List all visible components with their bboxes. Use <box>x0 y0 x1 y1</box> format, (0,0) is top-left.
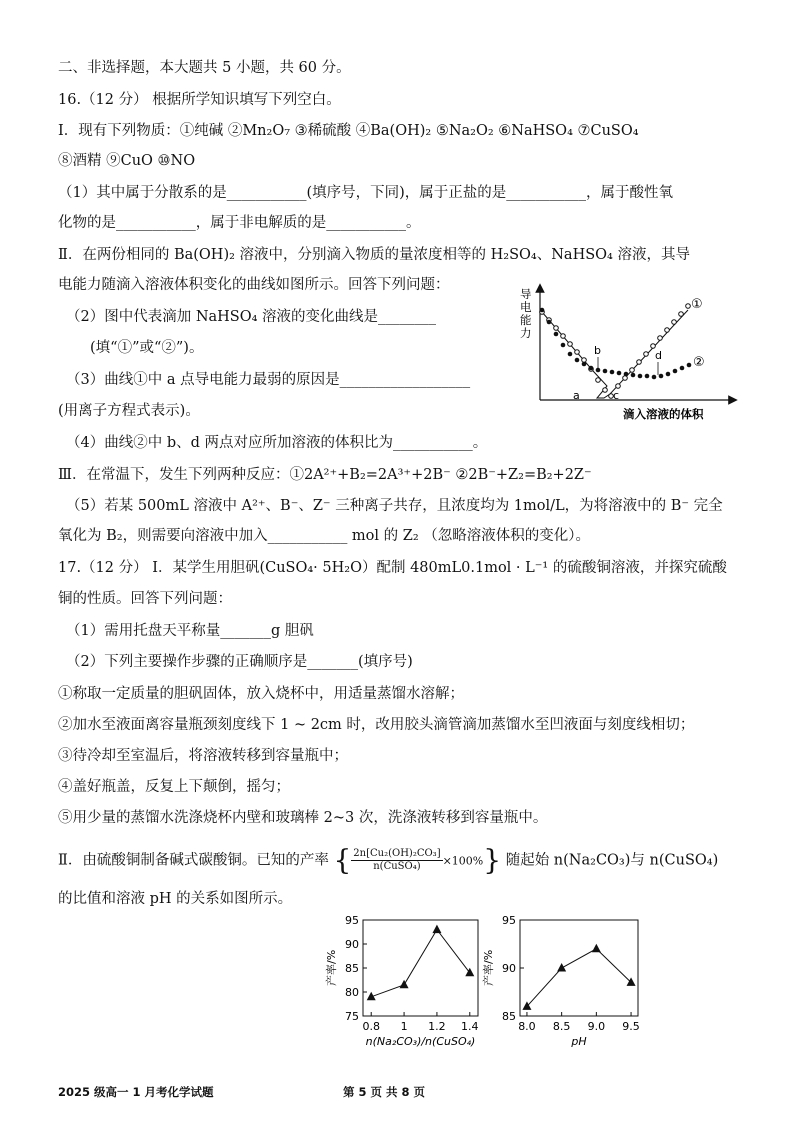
data-point <box>400 980 409 989</box>
q17-section2-text-a: Ⅱ．由硫酸铜制备碱式碳酸铜。已知的产率 <box>58 852 329 869</box>
substance-list: Ⅰ．现有下列物质：①纯碱 ②Mn₂O₇ ③稀硫酸 ④Ba(OH)₂ ⑤Na₂O₂ ⑥NaHSO₄ ⑦CuSO₄ <box>58 123 639 139</box>
q16-section2-intro: Ⅱ．在两份相同的 Ba(OH)₂ 溶液中，分别滴入物质的量浓度相等的 H₂SO₄、NaHSO₄ 溶液，其导 <box>58 247 690 263</box>
fraction-denominator: n(CuSO₄) <box>373 861 421 872</box>
q16-part2: （2）图中代表滴加 NaHSO₄ 溶液的变化曲线是________ <box>66 309 437 325</box>
point-b-label: b <box>594 344 601 357</box>
q16-part5-cont: 氧化为 B₂，则需要向溶液中加入___________ mol 的 Z₂ （忽略溶液体积的变化）。 <box>58 528 591 544</box>
point-c-label: c <box>613 389 620 402</box>
data-point <box>557 963 566 972</box>
y-tick-label: 95 <box>502 914 516 927</box>
q16-section2-intro-cont: 电能力随滴入溶液体积变化的曲线如图所示。回答下列问题： <box>58 277 450 293</box>
question-17-title-cont: 铜的性质。回答下列问题： <box>58 591 232 607</box>
step-1: ①称取一定质量的胆矾固体，放入烧杯中，用适量蒸馏水溶解； <box>58 686 464 702</box>
footer-exam-title: 2025 级高一 1 月考化学试题 <box>58 1085 214 1099</box>
question-17-title: 17.（12 分） Ⅰ．某学生用胆矾(CuSO₄· 5H₂O）配制 480mL0.1mol · L⁻¹ 的硫酸铜溶液，并探究硫酸 <box>58 560 727 576</box>
x-tick-label: 1.2 <box>428 1020 446 1033</box>
q16-section3: Ⅲ．在常温下，发生下列两种反应：①2A²⁺+B₂=2A³⁺+2B⁻ ②2B⁻+Z₂=B₂+2Z⁻ <box>58 467 592 483</box>
curve-2-label: ② <box>693 355 705 370</box>
footer-page-number: 第 5 页 共 8 页 <box>343 1085 426 1099</box>
curve-1 <box>542 310 688 398</box>
data-point <box>592 944 601 953</box>
step-4: ④盖好瓶盖，反复上下颠倒，摇匀； <box>58 779 290 795</box>
x-tick-label: 1 <box>400 1020 408 1033</box>
y-tick-label: 95 <box>345 914 359 927</box>
curve-1-points <box>540 304 691 399</box>
x-tick-label: 1.4 <box>461 1020 479 1033</box>
q16-part1: （1）其中属于分散系的是___________(填序号，下同)，属于正盐的是___________，属于酸性氧 <box>58 185 674 201</box>
step-3: ③待冷却至室温后，将溶液转移到容量瓶中； <box>58 748 348 764</box>
y-tick-label: 75 <box>345 1010 359 1023</box>
y-tick-label: 85 <box>502 1010 516 1023</box>
plot-frame <box>520 920 638 1016</box>
point-d-label: d <box>655 349 662 362</box>
step-2: ②加水至液面离容量瓶颈刻度线下 1 ~ 2cm 时，改用胶头滴管滴加蒸馏水至凹液面与刻度线相切； <box>58 717 695 733</box>
y-tick-label: 85 <box>345 962 359 975</box>
curve-2-points <box>540 308 692 380</box>
y-tick-label: 80 <box>345 986 359 999</box>
q17-section2-text-b: 随起始 n(Na₂CO₃)与 n(CuSO₄) <box>505 852 719 869</box>
y-tick-label: 90 <box>502 962 516 975</box>
q17-section2-intro-cont: 的比值和溶液 pH 的关系如图所示。 <box>58 891 293 907</box>
brace-open: { <box>333 843 352 877</box>
x-tick-label: 8.5 <box>552 1020 571 1033</box>
question-16-title: 16.（12 分） 根据所学知识填写下列空白。 <box>58 92 341 108</box>
q16-part5: （5）若某 500mL 溶液中 A²⁺、B⁻、Z⁻ 三种离子共存，且浓度均为 1mol/L，为将溶液中的 B⁻ 完全 <box>66 498 723 514</box>
brace-close: } <box>483 843 502 877</box>
x-tick-label: 0.8 <box>362 1020 380 1033</box>
q16-part1-cont: 化物的是___________，属于非电解质的是___________。 <box>58 215 421 231</box>
plot-frame <box>363 920 478 1016</box>
conductivity-graph <box>505 282 745 422</box>
y-axis-label: 产率/% <box>482 949 495 986</box>
yield-ratio-chart <box>318 910 488 1050</box>
y-axis-label: 导电能力 <box>520 287 532 340</box>
x-tick-label: 8.0 <box>518 1020 536 1033</box>
q16-part4: （4）曲线②中 b、d 两点对应所加溶液的体积比为___________。 <box>66 435 488 451</box>
q17-part1: （1）需用托盘天平称量_______g 胆矾 <box>66 623 314 639</box>
section-heading: 二、非选择题，本大题共 5 小题，共 60 分。 <box>58 60 351 76</box>
fraction-numerator: 2n[Cu₂(OH)₂CO₃] <box>353 848 441 859</box>
x-axis-label: 滴入溶液的体积 <box>623 407 704 421</box>
x-tick-label: 9.0 <box>587 1020 606 1033</box>
y-axis-label: 产率/% <box>325 949 338 986</box>
x-tick-label: 9.5 <box>622 1020 640 1033</box>
q16-part3-hint: (用离子方程式表示)。 <box>58 403 200 419</box>
fraction-multiplier: ×100% <box>442 854 484 868</box>
yield-ph-chart <box>482 910 645 1050</box>
x-axis-label: pH <box>571 1035 587 1048</box>
x-axis-label: n(Na₂CO₃)/n(CuSO₄) <box>365 1035 476 1048</box>
point-a-label: a <box>573 389 580 402</box>
series-line <box>371 930 470 997</box>
q16-part2-hint: (填“①”或“②”)。 <box>90 340 204 356</box>
q17-section2-intro <box>58 843 719 877</box>
substance-list-cont: ⑧酒精 ⑨CuO ⑩NO <box>58 153 196 169</box>
data-point <box>432 925 441 934</box>
y-tick-label: 90 <box>345 938 359 951</box>
q17-part2: （2）下列主要操作步骤的正确顺序是_______(填序号) <box>66 654 413 670</box>
series-line <box>527 949 631 1007</box>
curve-1-label: ① <box>691 297 703 312</box>
q16-part3: （3）曲线①中 a 点导电能力最弱的原因是__________________ <box>66 372 471 388</box>
yield-fraction <box>351 848 442 873</box>
step-5: ⑤用少量的蒸馏水洗涤烧杯内壁和玻璃棒 2~3 次，洗涤液转移到容量瓶中。 <box>58 810 548 826</box>
